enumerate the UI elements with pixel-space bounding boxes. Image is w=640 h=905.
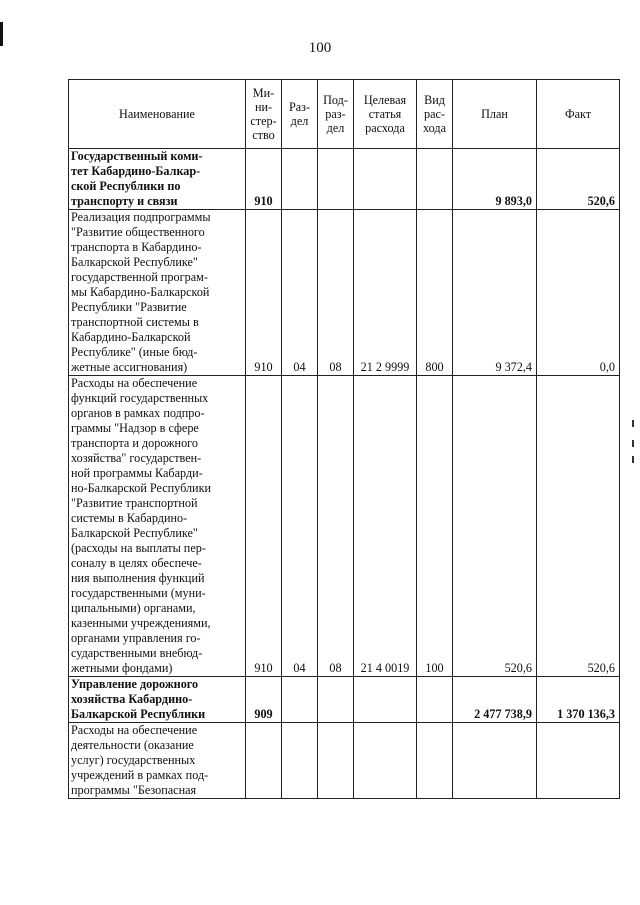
margin-mark <box>632 440 634 447</box>
budget-table <box>68 79 620 799</box>
row-plan <box>453 723 537 799</box>
header-section: Раз- дел <box>282 80 318 149</box>
row-section: 04 <box>282 376 318 677</box>
row-subsection <box>318 677 354 723</box>
header-name: Наименование <box>69 80 246 149</box>
row-name: Управление дорожного хозяйства Кабардино- Балкарской Республики <box>69 677 246 723</box>
row-target: 21 4 0019 <box>354 376 417 677</box>
row-section <box>282 723 318 799</box>
row-ministry: 910 <box>246 376 282 677</box>
table-row <box>69 723 620 799</box>
header-fact: Факт <box>537 80 620 149</box>
margin-mark <box>632 456 634 463</box>
table-row <box>69 376 620 677</box>
row-section: 04 <box>282 210 318 376</box>
header-row <box>69 80 620 149</box>
table-row <box>69 677 620 723</box>
row-fact: 1 370 136,3 <box>537 677 620 723</box>
row-plan: 9 372,4 <box>453 210 537 376</box>
row-plan: 2 477 738,9 <box>453 677 537 723</box>
table-row <box>69 149 620 210</box>
header-subsection: Под- раз- дел <box>318 80 354 149</box>
row-fact: 520,6 <box>537 149 620 210</box>
margin-mark <box>632 420 634 427</box>
row-plan: 520,6 <box>453 376 537 677</box>
row-target: 21 2 9999 <box>354 210 417 376</box>
row-ministry <box>246 723 282 799</box>
header-target: Целевая статья расхода <box>354 80 417 149</box>
row-subsection: 08 <box>318 376 354 677</box>
row-type <box>417 723 453 799</box>
row-fact <box>537 723 620 799</box>
row-subsection <box>318 149 354 210</box>
row-plan: 9 893,0 <box>453 149 537 210</box>
header-ministry: Ми- ни- стер- ство <box>246 80 282 149</box>
row-name: Государственный коми- тет Кабардино-Балкар- ской Республики по транспорту и связи <box>69 149 246 210</box>
row-subsection: 08 <box>318 210 354 376</box>
row-fact: 0,0 <box>537 210 620 376</box>
page-number: 100 <box>308 40 332 56</box>
row-section <box>282 149 318 210</box>
table-row <box>69 210 620 376</box>
row-section <box>282 677 318 723</box>
row-name: Расходы на обеспечение функций государственных органов в рамках подпро- граммы "Надзор в сфере транспорта и дорожного хозяйства" государствен- ной программы Кабарди- но-Балкарской Республики "Развитие транспортной системы в Кабардино- Балкарской Республике" (расходы на выплаты пер- соналу в целях обеспече- ния выполнения функций государственными (муни- ципальными) органами, казенными учреждениями, органами управления го- сударственными внебюд- жетными фондами) <box>69 376 246 677</box>
row-type <box>417 677 453 723</box>
row-type: 800 <box>417 210 453 376</box>
row-target <box>354 149 417 210</box>
row-target <box>354 723 417 799</box>
header-type: Вид рас- хода <box>417 80 453 149</box>
row-type: 100 <box>417 376 453 677</box>
row-fact: 520,6 <box>537 376 620 677</box>
row-ministry: 909 <box>246 677 282 723</box>
row-target <box>354 677 417 723</box>
row-subsection <box>318 723 354 799</box>
row-type <box>417 149 453 210</box>
row-ministry: 910 <box>246 210 282 376</box>
row-name: Реализация подпрограммы "Развитие общественного транспорта в Кабардино- Балкарской Республике" государственной програм- мы Кабардино-Балкарской Республики "Развитие транспортной системы в Кабардино-Балкарской Республике" (иные бюд- жетные ассигнования) <box>69 210 246 376</box>
row-ministry: 910 <box>246 149 282 210</box>
row-name: Расходы на обеспечение деятельности (оказание услуг) государственных учреждений в рамках под- программы "Безопасная <box>69 723 246 799</box>
header-plan: План <box>453 80 537 149</box>
